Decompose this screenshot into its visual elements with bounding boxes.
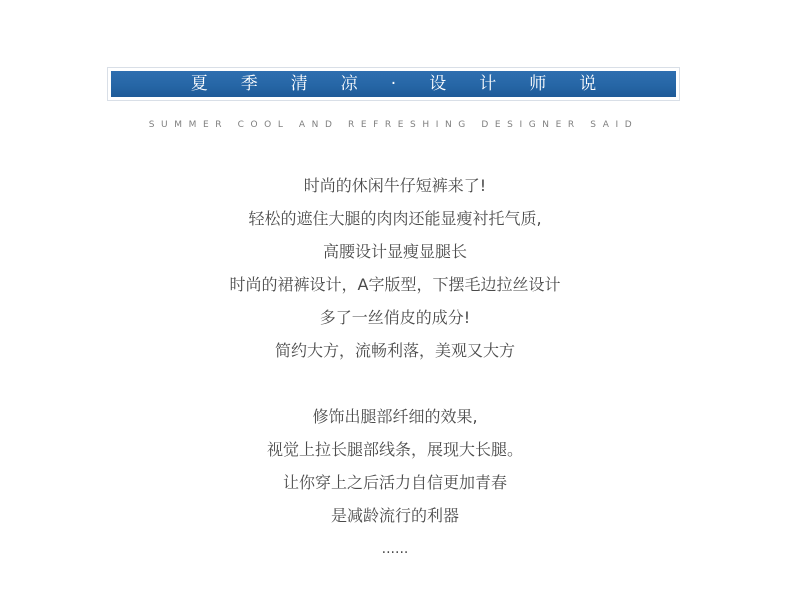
description-line: 视觉上拉长腿部线条，展现大长腿。 bbox=[266, 440, 523, 459]
description-line: 让你穿上之后活力自信更加青春 bbox=[282, 473, 507, 492]
title-banner bbox=[107, 67, 680, 101]
description-line: 时尚的休闲牛仔短裤来了! bbox=[303, 176, 487, 195]
description-line: 多了一丝俏皮的成分! bbox=[319, 308, 471, 327]
description-line: 高腰设计显瘦显腿长 bbox=[322, 242, 467, 261]
description-line: 是减龄流行的利器 bbox=[330, 506, 459, 525]
description-text bbox=[0, 173, 790, 569]
description-line: 时尚的裙裤设计，A字版型，下摆毛边拉丝设计 bbox=[229, 275, 561, 294]
description-line: 简约大方，流畅利落，美观又大方 bbox=[274, 341, 515, 360]
paragraph-gap bbox=[0, 371, 790, 404]
description-line: 轻松的遮住大腿的肉肉还能显瘦衬托气质, bbox=[248, 209, 542, 228]
ellipsis: ...... bbox=[381, 541, 409, 557]
banner-title: 夏季清凉·设计师说 bbox=[190, 73, 630, 94]
english-subtitle: SUMMER COOL AND REFRESHING DESIGNER SAID bbox=[148, 120, 639, 130]
title-banner-bar bbox=[111, 71, 676, 97]
description-line: 修饰出腿部纤细的效果, bbox=[312, 407, 478, 426]
